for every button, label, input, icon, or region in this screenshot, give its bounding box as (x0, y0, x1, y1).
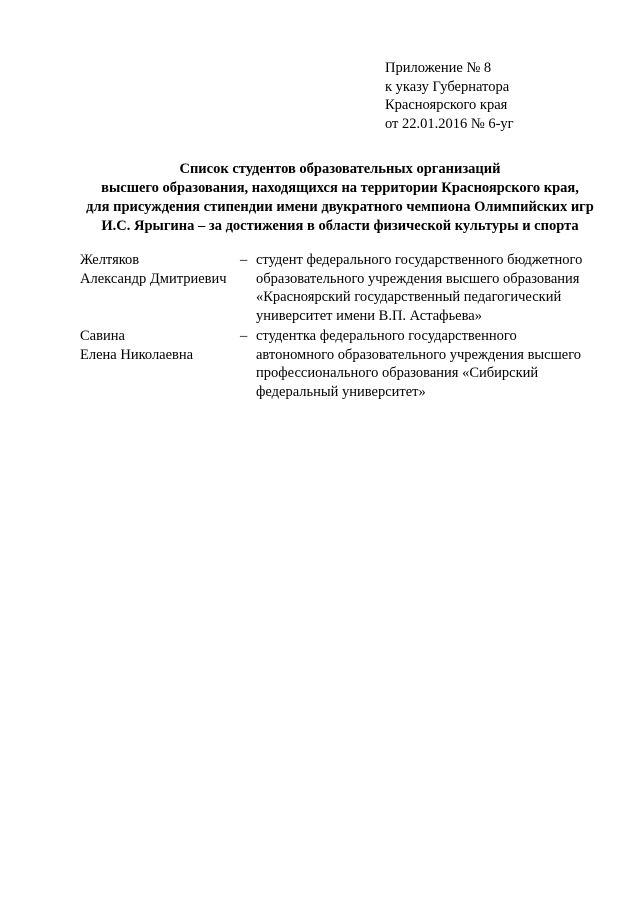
student-given-name: Александр Дмитриевич (80, 270, 227, 287)
student-given-name: Елена Николаевна (80, 346, 194, 363)
description-line: образовательного учреждения высшего образования (256, 270, 580, 287)
title-line: высшего образования, находящихся на территории Красноярского края, (101, 180, 579, 196)
entry-dash: – (240, 328, 248, 344)
description-line: профессионального образования «Сибирский (256, 365, 539, 381)
appendix-line: от 22.01.2016 № 6-уг (385, 115, 514, 132)
title-line: Список студентов образовательных организаций (179, 161, 501, 177)
title-line: И.С. Ярыгина – за достижения в области физической культуры и спорта (101, 218, 579, 234)
description-line: студент федерального государственного бюджетного (256, 252, 583, 268)
student-surname: Желтяков (80, 252, 140, 268)
appendix-line: Красноярского края (385, 97, 508, 113)
title-line: для присуждения стипендии имени двукратного чемпиона Олимпийских игр (86, 199, 594, 215)
description-line: университет имени В.П. Астафьева» (256, 307, 482, 324)
description-line: автономного образовательного учреждения высшего (256, 346, 582, 363)
description-line: федеральный университет» (256, 383, 426, 400)
appendix-line: к указу Губернатора (385, 78, 510, 95)
appendix-header (385, 59, 514, 133)
description-line: студентка федерального государственного (256, 328, 517, 344)
student-name (80, 251, 240, 288)
student-name (80, 327, 240, 364)
student-description (256, 327, 616, 401)
description-line: «Красноярский государственный педагогический (256, 289, 562, 305)
entry-dash: – (240, 252, 248, 268)
document-title (40, 160, 640, 236)
student-surname: Савина (80, 328, 125, 344)
student-description (256, 251, 616, 325)
appendix-line: Приложение № 8 (385, 60, 492, 76)
